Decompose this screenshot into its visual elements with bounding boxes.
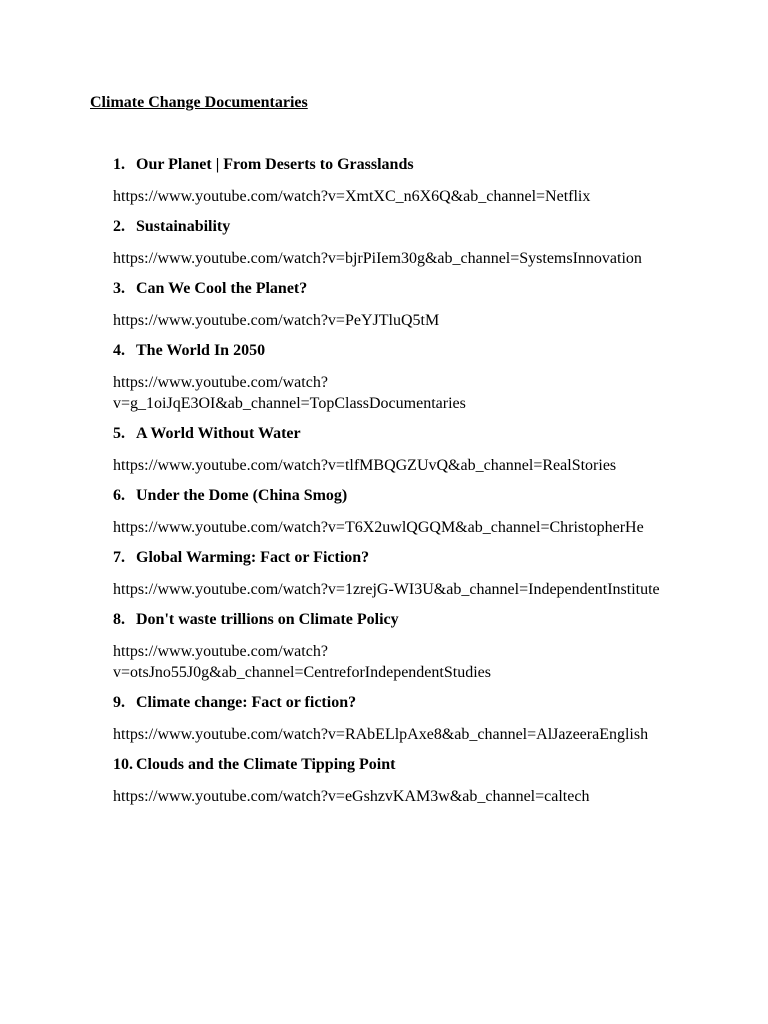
entry-heading: [113, 341, 753, 361]
entry-number: 5.: [113, 425, 125, 442]
list-item: [113, 155, 753, 207]
list-item: [113, 341, 753, 414]
entry-heading: [113, 610, 753, 630]
entry-url[interactable]: https://www.youtube.com/watch?v=1zrejG-WI3U&ab_channel=IndependentInstitute: [113, 581, 660, 598]
entry-heading: [113, 486, 753, 506]
entry-url-line[interactable]: v=otsJno55J0g&ab_channel=CentreforIndependentStudies: [113, 664, 491, 681]
entry-url[interactable]: https://www.youtube.com/watch?v=XmtXC_n6X6Q&ab_channel=Netflix: [113, 188, 591, 205]
entry-url-line[interactable]: v=g_1oiJqE3OI&ab_channel=TopClassDocumentaries: [113, 395, 466, 412]
documentary-list: [113, 155, 753, 817]
entry-title: Don't waste trillions on Climate Policy: [136, 611, 399, 628]
list-item: [113, 693, 753, 745]
entry-title: A World Without Water: [136, 425, 301, 442]
entry-number: 1.: [113, 156, 125, 173]
entry-title: The World In 2050: [136, 342, 266, 359]
entry-number: 9.: [113, 694, 125, 711]
entry-number: 10.: [113, 756, 133, 773]
entry-title: Clouds and the Climate Tipping Point: [136, 756, 396, 773]
list-item: [113, 610, 753, 683]
entry-url[interactable]: [113, 641, 693, 683]
entry-number: 6.: [113, 487, 125, 504]
entry-number: 8.: [113, 611, 125, 628]
entry-title: Our Planet | From Deserts to Grasslands: [136, 156, 414, 173]
entry-title: Climate change: Fact or fiction?: [136, 694, 357, 711]
list-item: [113, 279, 753, 331]
entry-number: 2.: [113, 218, 125, 235]
entry-title: Global Warming: Fact or Fiction?: [136, 549, 370, 566]
list-item: [113, 755, 753, 807]
entry-title: Can We Cool the Planet?: [136, 280, 308, 297]
entry-heading: [113, 755, 753, 775]
entry-url[interactable]: https://www.youtube.com/watch?v=T6X2uwlQGQM&ab_channel=ChristopherHe: [113, 519, 644, 536]
entry-url[interactable]: [113, 372, 693, 414]
entry-number: 7.: [113, 549, 125, 566]
entry-url[interactable]: https://www.youtube.com/watch?v=tlfMBQGZUvQ&ab_channel=RealStories: [113, 457, 617, 474]
entry-url[interactable]: https://www.youtube.com/watch?v=bjrPiIem30g&ab_channel=SystemsInnovation: [113, 250, 642, 267]
entry-number: 4.: [113, 342, 125, 359]
list-item: [113, 486, 753, 538]
list-item: [113, 217, 753, 269]
entry-heading: [113, 279, 753, 299]
entry-url-line[interactable]: https://www.youtube.com/watch?: [113, 374, 328, 391]
entry-heading: [113, 155, 753, 175]
entry-heading: [113, 693, 753, 713]
entry-heading: [113, 548, 753, 568]
entry-url[interactable]: https://www.youtube.com/watch?v=PeYJTluQ5tM: [113, 312, 440, 329]
entry-url[interactable]: https://www.youtube.com/watch?v=eGshzvKAM3w&ab_channel=caltech: [113, 788, 590, 805]
entry-title: Under the Dome (China Smog): [136, 487, 348, 504]
list-item: [113, 424, 753, 476]
entry-title: Sustainability: [136, 218, 231, 235]
entry-url-line[interactable]: https://www.youtube.com/watch?: [113, 643, 328, 660]
document-title: Climate Change Documentaries: [90, 94, 308, 111]
list-item: [113, 548, 753, 600]
entry-heading: [113, 217, 753, 237]
entry-url[interactable]: https://www.youtube.com/watch?v=RAbELlpAxe8&ab_channel=AlJazeeraEnglish: [113, 726, 649, 743]
entry-number: 3.: [113, 280, 125, 297]
entry-heading: [113, 424, 753, 444]
